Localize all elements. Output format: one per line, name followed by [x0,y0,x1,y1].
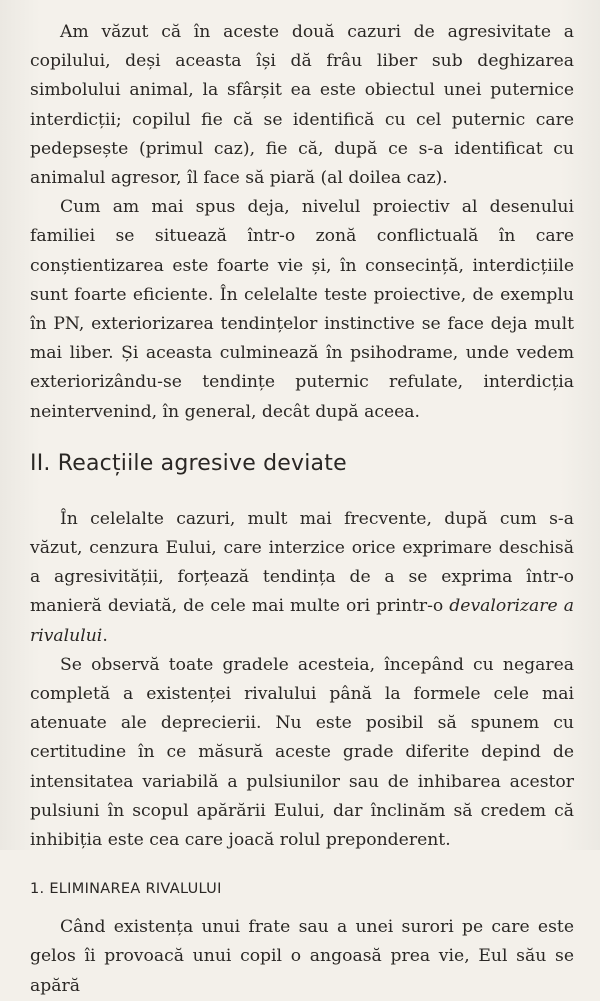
paragraph-elimination: Când existența unui frate sau a unei surori pe care este gelos îi provoacă unui copil o angoasă prea vie, Eul său se apără [30,917,574,996]
paragraph-degrees: Se observă toate gradele acesteia, începând cu negarea completă a existenței rivalului până la formele cele mai atenuate ale deprecierii. Nu este posibil să spunem cu certitudine în ce măsură aceste grade diferite depind de intensitatea variabilă a pulsiunilor sau de inhibarea acestor pulsiuni în scopul apărării Eului, dar înclinăm să credem că inhibiția este cea care joacă rolul preponderent. [30,654,574,851]
paragraph-projective-level: Cum am mai spus deja, nivelul proiectiv al desenului familiei se situează într-o zonă conflictuală în care conștientizarea este foarte vie și, în consecință, interdicțiile sunt foarte eficiente. În celelalte teste proiective, de exemplu în PN, exteriorizarea tendințelor instinctive se face deja mult mai liber. Și aceasta culminează în psihodrame, unde vedem exteriorizându-se tendințe puternic refulate, interdicția neintervenind, în general, decât după aceea. [30,197,574,422]
subsection-body [30,913,574,1001]
paragraph-end: . [102,625,108,646]
sub-heading: 1. ELIMINAREA RIVALULUI [30,881,222,898]
italic-phrase: devalorizare a rivalului [30,596,574,646]
paragraph-deviated-reactions [30,505,574,651]
section-body [30,505,574,855]
section-heading: II. Reacțiile agresive deviate [30,450,347,476]
paragraph-aggression-cases: Am văzut că în aceste două cazuri de agresivitate a copilului, deși aceasta își dă frâu liber sub deghizarea simbolului animal, la sfârșit ea este obiectul unei puternice interdicții; copilul fie că se identifică cu cel puternic care pedepsește (primul caz), fie că, după ce s-a identificat cu animalul agresor, îl face să piară (al doilea caz). [30,22,574,189]
paragraph-text: În celelalte cazuri, mult mai frecvente, după cum s-a văzut, cenzura Eului, care interzice orice exprimare deschisă a agresivității, forțează tendința de a se exprima într-o manieră deviată, de cele mai multe ori printr-o [30,508,574,617]
